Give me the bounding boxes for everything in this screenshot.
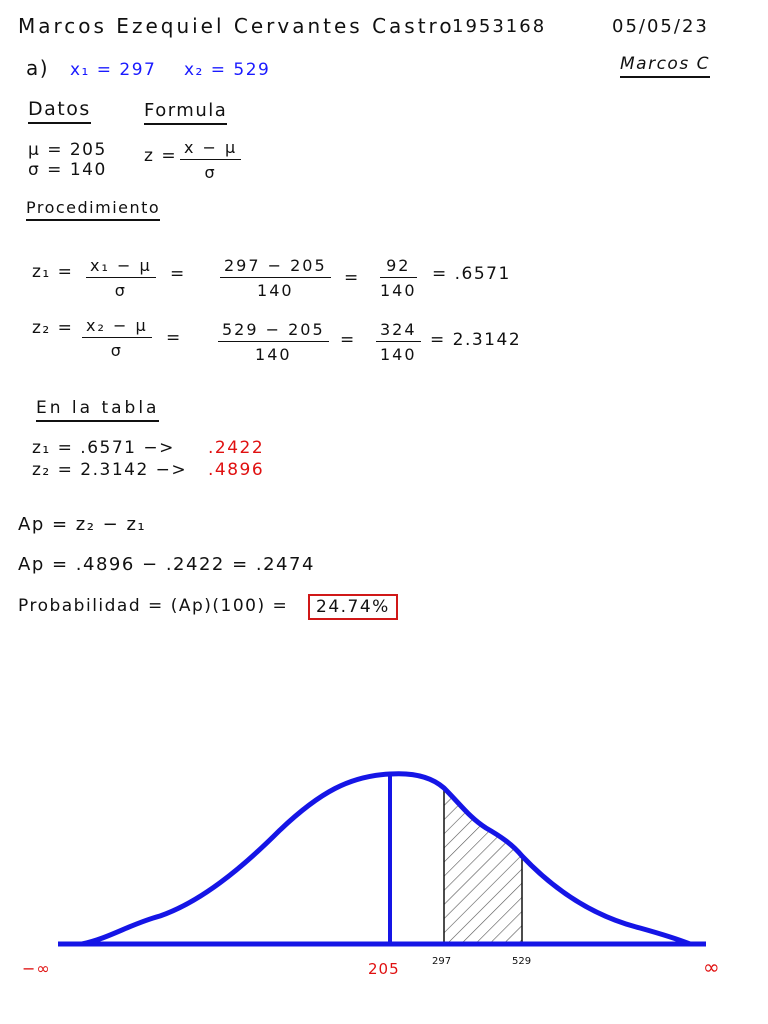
tabla-row2-value: .4896 (208, 460, 265, 480)
z1-sub-num: 297 − 205 (220, 256, 331, 278)
z2-sub-num: 529 − 205 (218, 320, 329, 342)
formula-denominator: σ (204, 163, 217, 182)
x2-value: x₂ = 529 (184, 60, 271, 80)
z2-result: = 2.3142 (430, 330, 522, 350)
shaded-probability-area (444, 788, 522, 944)
z2-formula (82, 316, 152, 360)
author-name: Marcos Ezequiel Cervantes Castro (18, 14, 455, 38)
z2-eq2: = (340, 330, 356, 350)
tabla-title: En la tabla (36, 398, 159, 422)
z1-formula-den: σ (114, 281, 127, 300)
z2-reduced-num: 324 (376, 320, 421, 342)
z1-sub-den: 140 (257, 281, 294, 300)
z2-formula-num: x₂ − μ (82, 316, 152, 338)
z2-lhs: z₂ = (32, 318, 74, 338)
formula-lhs: z = (144, 146, 178, 166)
z1-result: = .6571 (432, 264, 511, 284)
sigma-value: σ = 140 (28, 160, 107, 180)
z1-reduced (380, 256, 417, 300)
formula-fraction (180, 138, 241, 182)
z1-reduced-num: 92 (380, 256, 417, 278)
area-line1: Ap = z₂ − z₁ (18, 514, 147, 535)
z2-sub-den: 140 (255, 345, 292, 364)
probability-label: Probabilidad = (Ap)(100) = (18, 596, 289, 616)
z1-eq1: = (170, 264, 186, 284)
tabla-row1-left: z₁ = .6571 −> (32, 438, 175, 458)
neg-infinity-label: −∞ (22, 959, 51, 978)
area-line2: Ap = .4896 − .2422 = .2474 (18, 554, 315, 575)
tabla-row1-value: .2422 (208, 438, 265, 458)
normal-curve-sketch (0, 740, 768, 1024)
z2-eq1: = (166, 328, 182, 348)
z1-substitution (220, 256, 331, 300)
tabla-row2-left: z₂ = 2.3142 −> (32, 460, 188, 480)
mu-value: μ = 205 (28, 140, 107, 160)
x1-label: 297 (432, 956, 452, 967)
z2-reduced (376, 320, 421, 364)
z2-formula-den: σ (110, 341, 123, 360)
datos-title: Datos (28, 98, 91, 124)
x2-label: 529 (512, 956, 532, 967)
z1-eq2: = (344, 268, 360, 288)
signature: Marcos C (620, 54, 710, 78)
z2-reduced-den: 140 (380, 345, 417, 364)
procedimiento-title: Procedimiento (26, 198, 160, 221)
z2-substitution (218, 320, 329, 364)
x1-value: x₁ = 297 (70, 60, 157, 80)
probability-result: 24.74% (308, 594, 398, 620)
problem-label: a) (26, 56, 50, 80)
formula-numerator: x − μ (180, 138, 241, 160)
formula-title: Formula (144, 100, 227, 125)
pos-infinity-label: ∞ (703, 955, 720, 979)
z1-reduced-den: 140 (380, 281, 417, 300)
z1-lhs: z₁ = (32, 262, 74, 282)
bell-curve (82, 774, 690, 944)
student-id: 1953168 (452, 16, 547, 37)
date: 05/05/23 (612, 16, 709, 37)
z1-formula (86, 256, 156, 300)
mean-label: 205 (368, 960, 400, 978)
z1-formula-num: x₁ − μ (86, 256, 156, 278)
